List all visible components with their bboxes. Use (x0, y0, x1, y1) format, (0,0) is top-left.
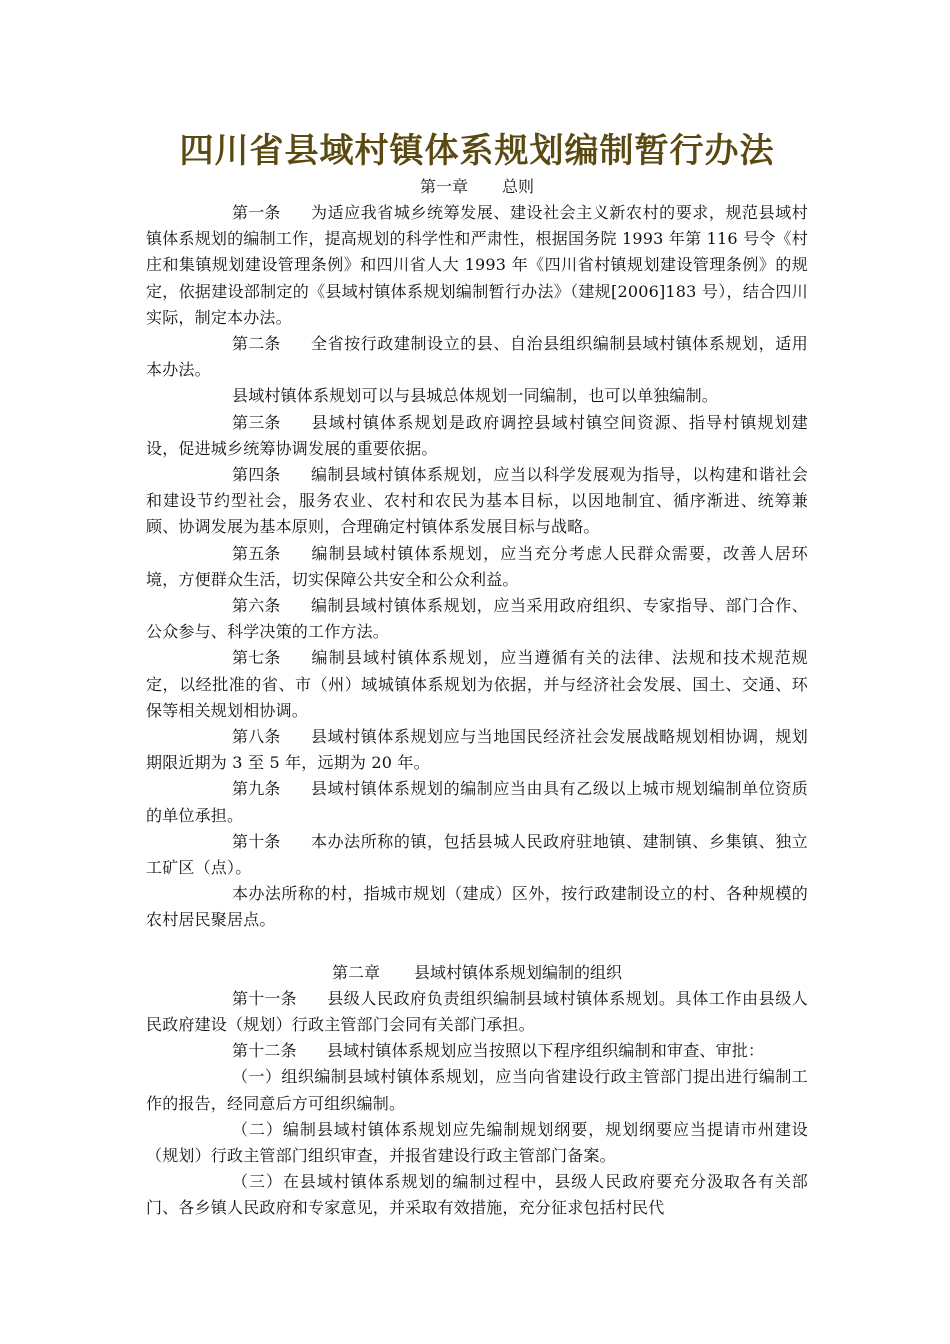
article-paragraph (146, 829, 808, 881)
article-number: 第二条 (232, 334, 281, 354)
chapter-label: 第二章 (331, 962, 380, 982)
chapter-heading (146, 174, 808, 200)
article-text: 县域村镇体系规划可以与县城总体规划一同编制，也可以单独编制。 (232, 386, 719, 406)
article-text: 编制县域村镇体系规划，应当遵循有关的法律、法规和技术规范规定，以经批准的省、市（州）域城镇体系规划为依据，并与经济社会发展、国土、交通、环保等相关规划相协调。 (146, 648, 808, 720)
article-text: 全省按行政建制设立的县、自治县组织编制县域村镇体系规划，适用本办法。 (146, 334, 808, 380)
article-number: 第六条 (232, 596, 281, 616)
article-paragraph (146, 776, 808, 828)
article-text: 为适应我省城乡统筹发展、建设社会主义新农村的要求，规范县域村镇体系规划的编制工作，提高规划的科学性和严肃性，根据国务院 1993 年第 116 号令《村庄和集镇规划建设管理条例》和四川省人大 1993 年《四川省村镇规划建设管理条例》的规定，依据建设部制定的《县域村镇体系规划编制暂行办法》（建规[2006]183 号），结合四川实际，制定本办法。 (146, 203, 808, 327)
article-paragraph (146, 724, 808, 776)
article-text: 编制县域村镇体系规划，应当采用政府组织、专家指导、部门合作、公众参与、科学决策的工作方法。 (146, 596, 808, 642)
article-number: 第八条 (232, 727, 281, 747)
article-paragraph (146, 1038, 808, 1064)
chapter-2-body (146, 986, 808, 1222)
chapter-heading (146, 960, 808, 986)
article-paragraph (146, 986, 808, 1038)
article-number: 第四条 (232, 465, 281, 485)
chapter-label: 第一章 (419, 177, 468, 196)
article-text: 编制县域村镇体系规划，应当充分考虑人民群众需要，改善人居环境，方便群众生活，切实保障公共安全和公众利益。 (146, 543, 808, 589)
article-text: 县级人民政府负责组织编制县域村镇体系规划。具体工作由县级人民政府建设（规划）行政主管部门会同有关部门承担。 (146, 988, 808, 1034)
document-title: 四川省县域村镇体系规划编制暂行办法 (179, 131, 775, 171)
article-text: 县域村镇体系规划的编制应当由具有乙级以上城市规划编制单位资质的单位承担。 (146, 779, 808, 825)
article-text: 县域村镇体系规划应与当地国民经济社会发展战略规划相协调，规划期限近期为 3 至 5 年，远期为 20 年。 (146, 727, 808, 773)
article-number: 第十一条 (232, 988, 297, 1008)
article-text: （二）编制县域村镇体系规划应先编制规划纲要，规划纲要应当提请市州建设（规划）行政主管部门组织审查，并报省建设行政主管部门备案。 (146, 1119, 808, 1165)
article-number: 第三条 (232, 412, 281, 432)
article-paragraph (146, 462, 808, 541)
article-paragraph (146, 593, 808, 645)
article-paragraph (146, 1117, 808, 1169)
article-paragraph (146, 645, 808, 724)
article-text: （一）组织编制县域村镇体系规划，应当向省建设行政主管部门提出进行编制工作的报告，经同意后方可组织编制。 (146, 1067, 808, 1113)
chapter-1-body (146, 200, 808, 934)
article-number: 第五条 (232, 543, 281, 563)
article-paragraph (146, 541, 808, 593)
article-paragraph (146, 881, 808, 933)
article-text: 本办法所称的村，指城市规划（建成）区外，按行政建制设立的村、各种规模的农村居民聚居点。 (146, 884, 808, 930)
article-text: （三）在县域村镇体系规划的编制过程中，县级人民政府要充分汲取各有关部门、各乡镇人民政府和专家意见，并采取有效措施，充分征求包括村民代 (146, 1172, 808, 1218)
chapter-name: 县域村镇体系规划编制的组织 (414, 962, 623, 982)
article-number: 第七条 (232, 648, 281, 668)
article-text: 县域村镇体系规划应当按照以下程序组织编制和审查、审批： (326, 1041, 765, 1061)
document-page (146, 128, 808, 1222)
article-text: 编制县域村镇体系规划，应当以科学发展观为指导，以构建和谐社会和建设节约型社会，服务农业、农村和农民为基本目标，以因地制宜、循序渐进、统筹兼顾、协调发展为基本原则，合理确定村镇体系发展目标与战略。 (146, 465, 808, 537)
article-paragraph (146, 200, 808, 331)
article-paragraph (146, 383, 808, 409)
article-text: 县域村镇体系规划是政府调控县域村镇空间资源、指导村镇规划建设，促进城乡统筹协调发展的重要依据。 (146, 412, 808, 458)
article-text: 本办法所称的镇，包括县城人民政府驻地镇、建制镇、乡集镇、独立工矿区（点）。 (146, 831, 808, 878)
article-number: 第一条 (232, 203, 281, 222)
article-paragraph (146, 1064, 808, 1116)
article-number: 第九条 (232, 779, 281, 799)
article-number: 第十条 (232, 831, 281, 851)
article-paragraph (146, 410, 808, 462)
article-paragraph (146, 1169, 808, 1221)
chapter-name: 总则 (502, 177, 535, 196)
article-paragraph (146, 331, 808, 383)
article-number: 第十二条 (232, 1041, 297, 1061)
